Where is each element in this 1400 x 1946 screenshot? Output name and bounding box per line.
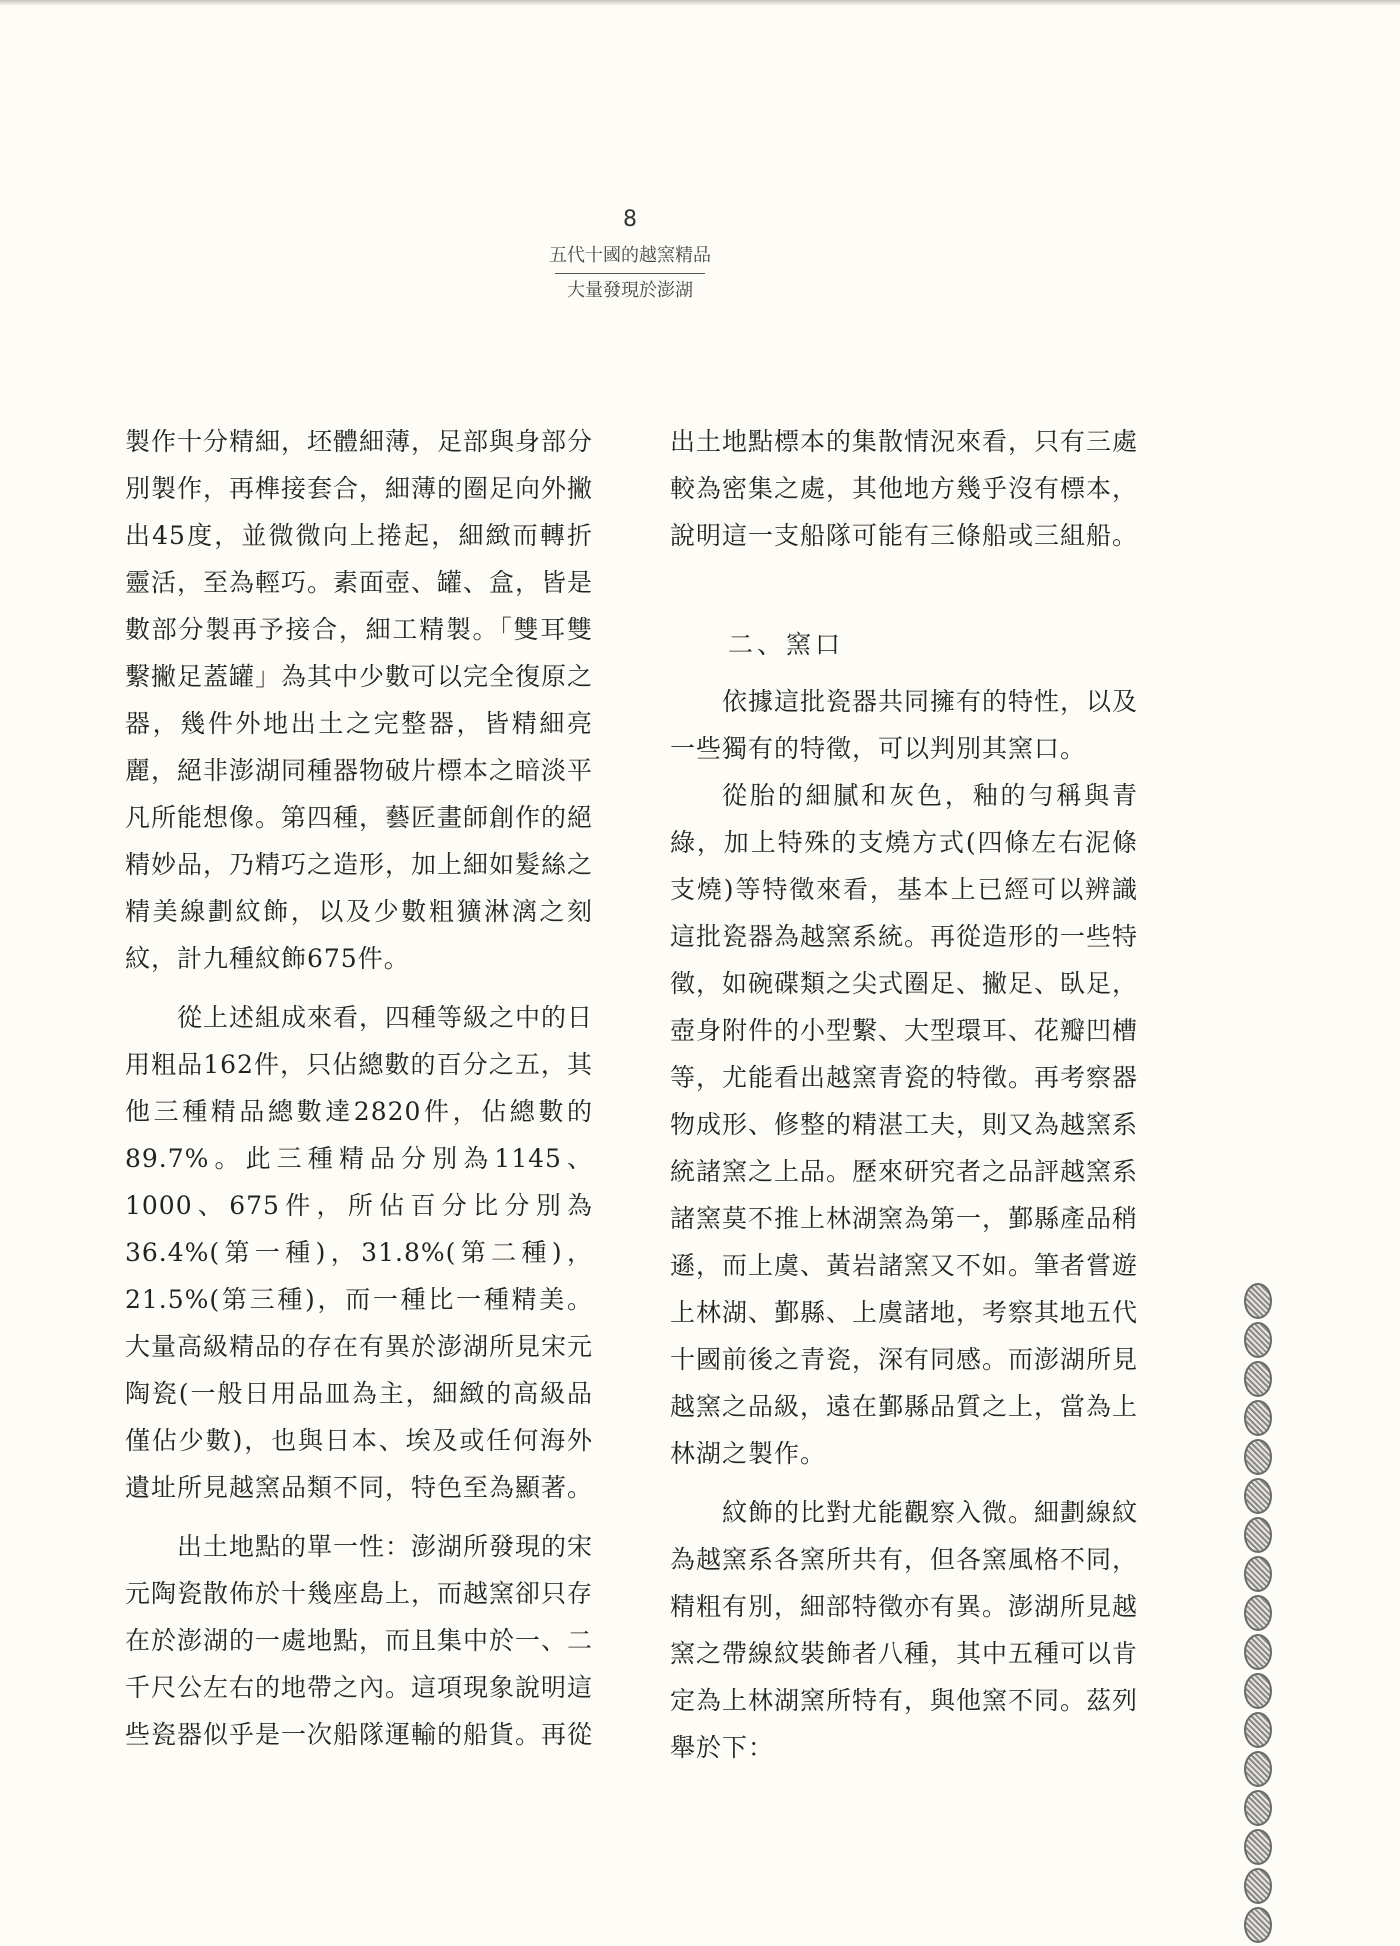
seal-icon xyxy=(1244,1556,1272,1592)
seal-icon xyxy=(1244,1907,1272,1943)
page-edge xyxy=(0,0,1400,6)
seal-icon xyxy=(1244,1868,1272,1904)
seal-icon xyxy=(1244,1517,1272,1553)
seal-icon xyxy=(1244,1829,1272,1865)
seal-icon xyxy=(1244,1283,1272,1319)
page-number: 8 xyxy=(623,207,637,232)
page-header xyxy=(530,205,730,304)
section-heading: 二、窯口 xyxy=(728,630,845,659)
seal-icon xyxy=(1244,1361,1272,1397)
seal-icon xyxy=(1244,1439,1272,1475)
seal-icon xyxy=(1244,1751,1272,1787)
seal-icon xyxy=(1244,1673,1272,1709)
right-column xyxy=(670,418,1138,1771)
body-paragraph: 紋飾的比對尤能觀察入微。細劃線紋為越窯系各窯所共有，但各窯風格不同，精粗有別，細部特徵亦有異。澎湖所見越窯之帶線紋裝飾者八種，其中五種可以肯定為上林湖窯所特有，與他窯不同。茲列舉於下： xyxy=(670,1498,1139,1762)
body-paragraph-continuation: 出土地點標本的集散情況來看，只有三處較為密集之處，其他地方幾乎沒有標本，說明這一支船隊可能有三條船或三組船。 xyxy=(670,427,1139,550)
seal-icon xyxy=(1244,1400,1272,1436)
seal-icon xyxy=(1244,1712,1272,1748)
seal-icon xyxy=(1244,1595,1272,1631)
body-paragraph: 依據這批瓷器共同擁有的特性，以及一些獨有的特徵，可以判別其窯口。 xyxy=(670,687,1139,763)
header-divider xyxy=(555,273,705,274)
running-title-line-2: 大量發現於澎湖 xyxy=(567,280,693,301)
body-paragraph: 從上述組成來看，四種等級之中的日用粗品162件，只佔總數的百分之五，其他三種精品總數達2820件，佔總數的89.7%。此三種精品分別為1145、1000、675件，所佔百分比分別為36.4%(第一種)，31.8%(第二種)，21.5%(第三種)，而一種比一種精美。大量高級精品的存在有異於澎湖所見宋元陶瓷(一般日用品皿為主，細緻的高級品僅佔少數)，也與日本、埃及或任何海外遺址所見越窯品類不同，特色至為顯著。 xyxy=(125,1003,594,1502)
body-paragraph: 出土地點的單一性：澎湖所發現的宋元陶瓷散佈於十幾座島上，而越窯卻只存在於澎湖的一處地點，而且集中於一、二千尺公左右的地帶之內。這項現象說明這些瓷器似乎是一次船隊運輸的船貨。再從 xyxy=(125,1532,594,1749)
seal-icon xyxy=(1244,1478,1272,1514)
body-paragraph: 製作十分精細，坯體細薄，足部與身部分別製作，再榫接套合，細薄的圈足向外撇出45度，並微微向上捲起，細緻而轉折靈活，至為輕巧。素面壺、罐、盒，皆是數部分製再予接合，細工精製。「雙耳雙繫撇足蓋罐」為其中少數可以完全復原之器，幾件外地出土之完整器，皆精細亮麗，絕非澎湖同種器物破片標本之暗淡平凡所能想像。第四種，藝匠畫師創作的絕精妙品，乃精巧之造形，加上細如髮絲之精美線劃紋飾，以及少數粗獷淋漓之刻紋，計九種紋飾675件。 xyxy=(125,427,594,973)
seal-icon xyxy=(1244,1322,1272,1358)
seal-ornament-strip xyxy=(1243,1283,1273,1946)
running-title-line-1: 五代十國的越窯精品 xyxy=(549,245,711,266)
body-paragraph: 從胎的細膩和灰色，釉的勻稱與青綠，加上特殊的支燒方式(四條左右泥條支燒)等特徵來看，基本上已經可以辨識這批瓷器為越窯系統。再從造形的一些特徵，如碗碟類之尖式圈足、撇足、臥足，壺身附件的小型繫、大型環耳、花瓣凹槽等，尤能看出越窯青瓷的特徵。再考察器物成形、修整的精湛工夫，則又為越窯系統諸窯之上品。歷來研究者之品評越窯系諸窯莫不推上林湖窯為第一，鄞縣產品稍遜，而上虞、黃岩諸窯又不如。筆者嘗遊上林湖、鄞縣、上虞諸地，考察其地五代十國前後之青瓷，深有同感。而澎湖所見越窯之品級，遠在鄞縣品質之上，當為上林湖之製作。 xyxy=(670,781,1139,1468)
seal-icon xyxy=(1244,1634,1272,1670)
left-column xyxy=(125,418,593,1758)
seal-icon xyxy=(1244,1790,1272,1826)
